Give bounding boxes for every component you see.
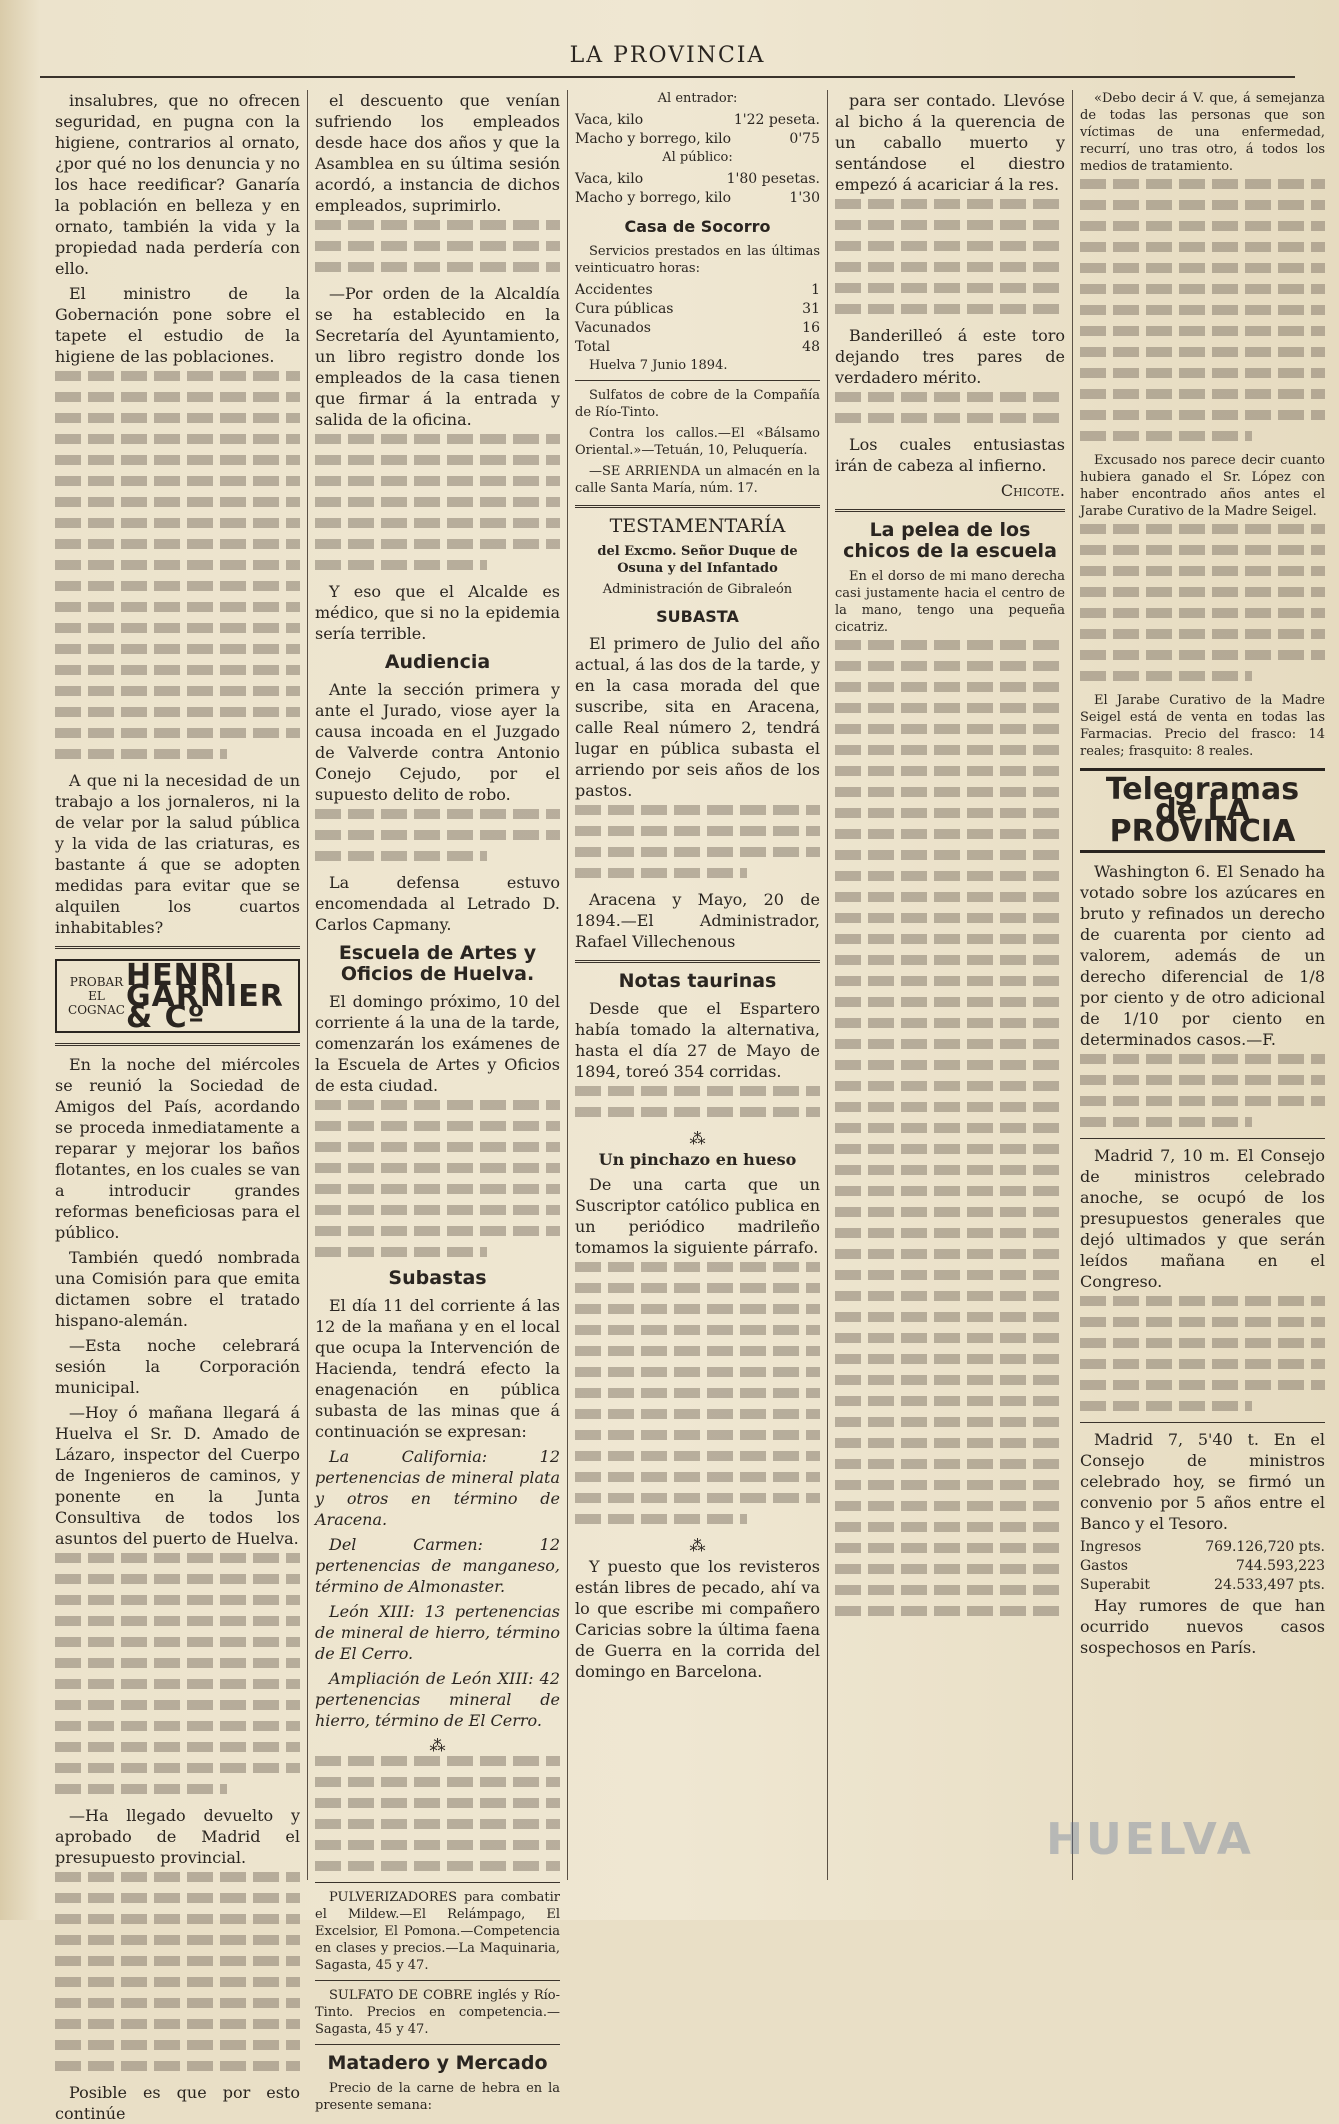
column-3 bbox=[575, 90, 820, 1880]
text-line bbox=[1080, 545, 1325, 555]
text-line bbox=[1080, 1338, 1325, 1348]
text-line bbox=[55, 1998, 300, 2008]
ad-brand: HENRI GARNIER & Cº bbox=[125, 957, 284, 1035]
text-line bbox=[835, 1585, 1065, 1595]
paragraph: insalubres, que no ofrecen seguridad, en pugna con la higiene, contrarios al ornato, ¿por qué no los denuncia y no los hace reedificar? Ganaría la población en belleza y en ornato, también la vida y la propiedad nada perdería con ello. bbox=[55, 91, 300, 278]
service-row bbox=[575, 338, 820, 357]
text-line bbox=[55, 1977, 300, 1987]
text-line bbox=[1080, 1317, 1325, 1327]
mine-listing: León XIII: 13 pertenencias de mineral de hierro, término de El Cerro. bbox=[315, 1602, 560, 1663]
column-5 bbox=[1080, 90, 1325, 1880]
text-line bbox=[835, 1102, 1065, 1112]
text-line bbox=[315, 1840, 560, 1850]
text-line bbox=[55, 1616, 300, 1626]
text-line bbox=[835, 1333, 1065, 1343]
text-line bbox=[55, 1742, 300, 1752]
divider bbox=[575, 960, 820, 963]
text-line bbox=[55, 623, 300, 633]
divider bbox=[1080, 1138, 1325, 1139]
price-label: Vaca, kilo bbox=[575, 171, 644, 187]
text-line bbox=[835, 1081, 1065, 1091]
text-line bbox=[315, 1184, 560, 1194]
text-line bbox=[55, 434, 300, 444]
service-count: 48 bbox=[802, 339, 820, 355]
text-line bbox=[835, 1207, 1065, 1217]
budget-value: 24.533,497 pts. bbox=[1214, 1577, 1325, 1593]
text-line bbox=[55, 497, 300, 507]
text-line bbox=[835, 1039, 1065, 1049]
text-line bbox=[315, 851, 487, 861]
section-heading: SUBASTA bbox=[656, 607, 739, 626]
cognac-ad bbox=[55, 959, 300, 1033]
column-4 bbox=[835, 90, 1065, 1880]
paragraph: Y eso que el Alcalde es médico, que si no la epidemia sería terrible. bbox=[315, 582, 560, 643]
text-line bbox=[835, 1354, 1065, 1364]
text-line bbox=[575, 1451, 820, 1461]
service-count: 31 bbox=[802, 301, 820, 317]
paragraph: También quedó nombrada una Comisión para que emita dictamen sobre el tratado hispano-alemán. bbox=[55, 1248, 300, 1330]
price-label: Vaca, kilo bbox=[575, 112, 644, 128]
text-line bbox=[835, 1144, 1065, 1154]
text-line bbox=[835, 1417, 1065, 1427]
text-line bbox=[1080, 1380, 1325, 1390]
text-line bbox=[575, 1304, 820, 1314]
text-line bbox=[55, 2061, 300, 2071]
telegram: Madrid 7, 5'40 t. En el Consejo de ministros celebrado hoy, se firmó un convenio por 5 años entre el Banco y el Tesoro. bbox=[1080, 1430, 1325, 1533]
text-line bbox=[1080, 524, 1325, 534]
masthead bbox=[40, 36, 1295, 78]
text-line bbox=[1080, 242, 1325, 252]
price-value: 1'30 bbox=[789, 190, 820, 206]
text-line bbox=[1080, 1296, 1325, 1306]
column-rule bbox=[307, 90, 308, 1880]
text-line bbox=[1080, 431, 1252, 441]
text-line bbox=[315, 1861, 560, 1871]
text-line bbox=[835, 1480, 1065, 1490]
text-line bbox=[315, 262, 560, 272]
text-line bbox=[315, 1819, 560, 1829]
text-line bbox=[835, 850, 1065, 860]
section-heading: Notas taurinas bbox=[618, 970, 777, 992]
ad-tagline: PROBAR EL COGNAC bbox=[68, 975, 125, 1017]
paragraph: En el dorso de mi mano derecha casi justamente hacia el centro de la mano, tengo una pequeña cicatriz. bbox=[835, 569, 1065, 635]
service-row bbox=[575, 281, 820, 300]
text-line bbox=[575, 1472, 820, 1482]
text-line bbox=[55, 707, 300, 717]
service-row bbox=[575, 300, 820, 319]
text-line bbox=[1080, 1401, 1252, 1411]
text-line bbox=[1080, 1096, 1325, 1106]
section-heading: Casa de Socorro bbox=[624, 217, 771, 236]
text-line bbox=[1080, 410, 1325, 420]
text-line bbox=[835, 283, 1065, 293]
telegram: Madrid 7, 10 m. El Consejo de ministros celebrado anoche, se ocupó de los presupuestos generales que dejó ultimados y que serán leídos mañana en el Congreso. bbox=[1080, 1146, 1325, 1291]
text-line bbox=[1080, 305, 1325, 315]
text-line bbox=[55, 392, 300, 402]
text-line bbox=[315, 1100, 560, 1110]
text-line bbox=[835, 1375, 1065, 1385]
text-line bbox=[835, 808, 1065, 818]
paragraph: A que ni la necesidad de un trabajo a los jornaleros, ni la de velar por la salud pública y la vida de las criaturas, es bastante á que se adopten medidas para evitar que se alquilen los cuartos inhabitables? bbox=[55, 771, 300, 937]
column-rule bbox=[567, 90, 568, 1880]
text-line bbox=[835, 241, 1065, 251]
text-line bbox=[1080, 284, 1325, 294]
paragraph: —Hoy ó mañana llegará á Huelva el Sr. D. Amado de Lázaro, inspector del Cuerpo de Ingenieros de caminos, y ponente en la Junta Consultiva de todos los asuntos del puerto de Huelva. bbox=[55, 1403, 300, 1548]
divider bbox=[55, 946, 300, 949]
text-line bbox=[55, 413, 300, 423]
text-line bbox=[575, 1367, 820, 1377]
text-line bbox=[315, 1226, 560, 1236]
text-line bbox=[835, 262, 1065, 272]
text-line bbox=[315, 1777, 560, 1787]
price-value: 1'22 peseta. bbox=[733, 112, 820, 128]
paragraph: el descuento que venían sufriendo los empleados desde hace dos años y que la Asamblea en su última sesión acordó, a instancia de dichos empleados, suprimirlo. bbox=[315, 91, 560, 215]
ad-pulverizadores: PULVERIZADORES para combatir el Mildew.—El Relámpago, El Excelsior, El Pomona.—Competencia en clases y precios.—La Maquinaria, Sagasta, 45 y 47. bbox=[315, 1890, 560, 1973]
signature-line: Aracena y Mayo, 20 de 1894.—El Administrador, Rafael Villechenous bbox=[575, 890, 820, 951]
text-line bbox=[835, 1291, 1065, 1301]
subheading: Administración de Gibraleón bbox=[602, 582, 793, 597]
paragraph: La defensa estuvo encomendada al Letrado D. Carlos Capmany. bbox=[315, 873, 560, 934]
text-line bbox=[1080, 1054, 1325, 1064]
budget-value: 769.126,720 pts. bbox=[1205, 1539, 1325, 1555]
paragraph: El ministro de la Gobernación pone sobre el tapete el estudio de la higiene de las poblaciones. bbox=[55, 284, 300, 366]
paragraph: En la noche del miércoles se reunió la Sociedad de Amigos del País, acordando se proceda inmediatamente a reparar y mejorar los baños flotantes, en los cuales se van a introducir grandes reformas beneficiosas para el público. bbox=[55, 1055, 300, 1242]
budget-label: Gastos bbox=[1080, 1558, 1128, 1574]
text-line bbox=[1080, 347, 1325, 357]
paragraph: —Ha llegado devuelto y aprobado de Madrid el presupuesto provincial. bbox=[55, 1806, 300, 1867]
service-label: Cura públicas bbox=[575, 301, 674, 317]
price-row bbox=[575, 111, 820, 130]
newspaper-title: LA PROVINCIA bbox=[569, 43, 766, 68]
paragraph: Desde que el Espartero había tomado la alternativa, hasta el día 27 de Mayo de 1894, toreó 354 corridas. bbox=[575, 999, 820, 1081]
section-heading: Subastas bbox=[388, 1267, 487, 1289]
budget-row bbox=[1080, 1538, 1325, 1557]
text-line bbox=[835, 1543, 1065, 1553]
date-line: Huelva 7 Junio 1894. bbox=[589, 358, 728, 373]
text-line bbox=[835, 955, 1065, 965]
text-line bbox=[1080, 263, 1325, 273]
text-line bbox=[835, 1312, 1065, 1322]
text-line bbox=[315, 1247, 487, 1257]
text-line bbox=[1080, 608, 1325, 618]
text-line bbox=[835, 892, 1065, 902]
text-line bbox=[575, 1409, 820, 1419]
section-heading: La pelea de los chicos de la escuela bbox=[843, 519, 1057, 562]
text-line bbox=[1080, 1359, 1325, 1369]
text-line bbox=[575, 1514, 747, 1524]
text-line bbox=[1080, 221, 1325, 231]
paragraph: —Por orden de la Alcaldía se ha establecido en la Secretaría del Ayuntamiento, un libro registro donde los empleados de la casa tienen que firmar á la entrada y salida de la oficina. bbox=[315, 284, 560, 429]
text-line bbox=[315, 497, 560, 507]
text-line bbox=[55, 1763, 300, 1773]
text-line bbox=[315, 560, 487, 570]
section-heading: TESTAMENTARÍA bbox=[609, 515, 786, 537]
text-line bbox=[55, 1595, 300, 1605]
text-line bbox=[575, 1493, 820, 1503]
text-line bbox=[55, 539, 300, 549]
text-line bbox=[55, 728, 300, 738]
text-line bbox=[835, 304, 1065, 314]
text-line bbox=[1080, 587, 1325, 597]
ad-callos: Contra los callos.—El «Bálsamo Oriental.»—Tetuán, 10, Peluquería. bbox=[575, 426, 820, 458]
text-line bbox=[55, 1553, 300, 1563]
table-heading: Al entrador: bbox=[657, 91, 738, 106]
text-line bbox=[575, 868, 747, 878]
text-line bbox=[575, 1325, 820, 1335]
text-line bbox=[575, 1388, 820, 1398]
ad-sulfatos: Sulfatos de cobre de la Compañía de Río-Tinto. bbox=[575, 388, 820, 420]
text-line bbox=[1080, 200, 1325, 210]
text-line bbox=[55, 1956, 300, 1966]
text-line bbox=[55, 1784, 227, 1794]
asterism: ⁂ bbox=[429, 1736, 446, 1755]
text-line bbox=[575, 1283, 820, 1293]
mine-listing: Ampliación de León XIII: 42 pertenencias mineral de hierro, término de El Cerro. bbox=[315, 1669, 560, 1730]
budget-row bbox=[1080, 1576, 1325, 1595]
service-row bbox=[575, 319, 820, 338]
text-line bbox=[315, 1205, 560, 1215]
text-line bbox=[575, 847, 820, 857]
text-line bbox=[55, 686, 300, 696]
section-heading: Matadero y Mercado bbox=[327, 2052, 548, 2074]
price-value: 0'75 bbox=[789, 131, 820, 147]
paragraph: «Debo decir á V. que, á semejanza de todas las personas que son víctimas de una enfermedad, recurrí, uno tras otro, á todos los medios de tratamiento. bbox=[1080, 91, 1325, 174]
text-line bbox=[835, 1501, 1065, 1511]
divider bbox=[575, 380, 820, 381]
text-line bbox=[55, 602, 300, 612]
text-line bbox=[835, 766, 1065, 776]
text-line bbox=[835, 1123, 1065, 1133]
text-line bbox=[55, 1872, 300, 1882]
signature: Chicote. bbox=[1000, 481, 1065, 500]
subheading: del Excmo. Señor Duque de Osuna y del Infantado bbox=[597, 544, 798, 576]
subheading: Un pinchazo en hueso bbox=[598, 1150, 797, 1169]
text-line bbox=[835, 1564, 1065, 1574]
text-line bbox=[315, 1142, 560, 1152]
service-label: Vacunados bbox=[575, 320, 651, 336]
text-line bbox=[55, 1935, 300, 1945]
text-line bbox=[55, 1700, 300, 1710]
text-line bbox=[835, 1186, 1065, 1196]
text-line bbox=[575, 1430, 820, 1440]
text-line bbox=[55, 1893, 300, 1903]
text-line bbox=[315, 1163, 560, 1173]
service-label: Total bbox=[575, 339, 611, 355]
text-line bbox=[55, 581, 300, 591]
text-line bbox=[835, 913, 1065, 923]
text-line bbox=[835, 220, 1065, 230]
paragraph: Excusado nos parece decir cuanto hubiera ganado el Sr. López con haber encontrado años antes el Jarabe Curativo de la Madre Seigel. bbox=[1080, 453, 1325, 519]
text-line bbox=[835, 1396, 1065, 1406]
paragraph: Los cuales entusiastas irán de cabeza al infierno. bbox=[835, 435, 1065, 475]
divider bbox=[315, 1882, 560, 1883]
section-heading: Telegramas de LA PROVINCIA bbox=[1080, 768, 1325, 853]
section-heading: Audiencia bbox=[384, 651, 491, 673]
text-line bbox=[315, 220, 560, 230]
paragraph: Banderilleó á este toro dejando tres pares de verdadero mérito. bbox=[835, 326, 1065, 387]
text-line bbox=[1080, 566, 1325, 576]
text-line bbox=[315, 1756, 560, 1766]
text-line bbox=[1080, 629, 1325, 639]
text-line bbox=[55, 1679, 300, 1689]
text-line bbox=[835, 976, 1065, 986]
text-line bbox=[55, 665, 300, 675]
paragraph: El Jarabe Curativo de la Madre Seigel está de venta en todas las Farmacias. Precio del frasco: 14 reales; frasquito: 8 reales. bbox=[1080, 693, 1325, 759]
text-line bbox=[1080, 326, 1325, 336]
text-line bbox=[835, 1438, 1065, 1448]
text-line bbox=[315, 809, 560, 819]
budget-label: Superabit bbox=[1080, 1577, 1150, 1593]
paragraph: De una carta que un Suscriptor católico publica en un periódico madrileño tomamos la siguiente párrafo. bbox=[575, 1175, 820, 1257]
price-label: Macho y borrego, kilo bbox=[575, 131, 731, 147]
text-line bbox=[315, 476, 560, 486]
text-line bbox=[835, 413, 1065, 423]
text-line bbox=[835, 661, 1065, 671]
text-line bbox=[835, 1459, 1065, 1469]
table-heading: Al público: bbox=[662, 150, 733, 165]
text-line bbox=[835, 787, 1065, 797]
divider bbox=[55, 1043, 300, 1046]
text-line bbox=[575, 1107, 820, 1117]
text-line bbox=[315, 539, 560, 549]
text-line bbox=[55, 1637, 300, 1647]
text-line bbox=[835, 1165, 1065, 1175]
text-line bbox=[835, 1060, 1065, 1070]
ad-arrienda: —SE ARRIENDA un almacén en la calle Santa María, núm. 17. bbox=[575, 464, 820, 496]
text-line bbox=[575, 1086, 820, 1096]
text-line bbox=[55, 2040, 300, 2050]
asterism: ⁂ bbox=[689, 1536, 706, 1555]
paragraph: Servicios prestados en las últimas veinticuatro horas: bbox=[575, 244, 820, 276]
text-line bbox=[315, 830, 560, 840]
text-line bbox=[1080, 650, 1325, 660]
text-line bbox=[835, 724, 1065, 734]
text-line bbox=[55, 1914, 300, 1924]
divider bbox=[315, 1980, 560, 1981]
text-line bbox=[315, 455, 560, 465]
paragraph: para ser contado. Llevóse al bicho á la querencia de un caballo muerto y sentándose el diestro empezó á acariciar á la res. bbox=[835, 91, 1065, 194]
divider bbox=[315, 2044, 560, 2045]
text-line bbox=[835, 871, 1065, 881]
library-stamp: HUELVA bbox=[1046, 1814, 1254, 1865]
text-line bbox=[835, 199, 1065, 209]
text-line bbox=[55, 1574, 300, 1584]
text-line bbox=[315, 241, 560, 251]
paragraph: Posible es que por esto continúe bbox=[55, 2083, 300, 2123]
telegram: Hay rumores de que han ocurrido nuevos casos sospechosos en París. bbox=[1080, 1596, 1325, 1657]
paragraph: Ante la sección primera y ante el Jurado, viose ayer la causa incoada en el Juzgado de Valverde contra Antonio Conejo Cejudo, por el supuesto delito de robo. bbox=[315, 680, 560, 804]
text-line bbox=[315, 518, 560, 528]
text-line bbox=[835, 1522, 1065, 1532]
service-count: 16 bbox=[802, 320, 820, 336]
text-line bbox=[575, 805, 820, 815]
budget-row bbox=[1080, 1557, 1325, 1576]
service-count: 1 bbox=[811, 282, 820, 298]
paragraph: Y puesto que los revisteros están libres de pecado, ahí va lo que escribe mi compañero Caricias sobre la última faena de Guerra en la corrida del domingo en Barcelona. bbox=[575, 1557, 820, 1681]
divider bbox=[1080, 1422, 1325, 1423]
section-heading: Escuela de Artes y Oficios de Huelva. bbox=[338, 942, 537, 985]
paragraph: —Esta noche celebrará sesión la Corporación municipal. bbox=[55, 1336, 300, 1397]
text-line bbox=[55, 644, 300, 654]
text-line bbox=[315, 1121, 560, 1131]
text-line bbox=[835, 1270, 1065, 1280]
price-label: Macho y borrego, kilo bbox=[575, 190, 731, 206]
text-line bbox=[55, 1658, 300, 1668]
service-label: Accidentes bbox=[575, 282, 653, 298]
text-line bbox=[55, 560, 300, 570]
price-value: 1'80 pesetas. bbox=[726, 171, 820, 187]
paragraph: El día 11 del corriente á las 12 de la mañana y en el local que ocupa la Intervención de Hacienda, tendrá efecto la enagenación en pública subasta de las minas que á continuación se expresan: bbox=[315, 1296, 560, 1441]
column-rule bbox=[1072, 90, 1073, 1880]
ad-sulfato: SULFATO DE COBRE inglés y Río-Tinto. Precios en competencia.—Sagasta, 45 y 47. bbox=[315, 1988, 560, 2037]
price-row bbox=[575, 189, 820, 208]
mine-listing: La California: 12 pertenencias de mineral plata y otros en término de Aracena. bbox=[315, 1447, 560, 1529]
budget-value: 744.593,223 bbox=[1235, 1558, 1325, 1574]
text-line bbox=[1080, 1117, 1252, 1127]
mine-listing: Del Carmen: 12 pertenencias de manganeso, término de Almonaster. bbox=[315, 1535, 560, 1596]
column-rule bbox=[827, 90, 828, 1880]
price-row bbox=[575, 130, 820, 149]
text-line bbox=[1080, 368, 1325, 378]
text-line bbox=[835, 1606, 1065, 1616]
telegram: Washington 6. El Senado ha votado sobre los azúcares en bruto y refinados un derecho de cuarenta por ciento ad valorem, además de un derecho diferencial de 1/8 por ciento y de otro adicional de 1/10 por ciento en determinados casos.—F. bbox=[1080, 862, 1325, 1049]
text-line bbox=[835, 640, 1065, 650]
text-line bbox=[55, 518, 300, 528]
text-line bbox=[575, 1262, 820, 1272]
text-line bbox=[835, 829, 1065, 839]
text-line bbox=[835, 997, 1065, 1007]
text-line bbox=[1080, 179, 1325, 189]
text-line bbox=[1080, 671, 1252, 681]
asterism: ⁂ bbox=[689, 1129, 706, 1148]
text-line bbox=[55, 749, 227, 759]
budget-label: Ingresos bbox=[1080, 1539, 1142, 1555]
text-line bbox=[835, 392, 1065, 402]
text-line bbox=[1080, 389, 1325, 399]
text-line bbox=[835, 1228, 1065, 1238]
divider bbox=[575, 505, 820, 508]
text-line bbox=[835, 703, 1065, 713]
text-line bbox=[315, 1798, 560, 1808]
text-line bbox=[315, 434, 560, 444]
text-line bbox=[835, 1249, 1065, 1259]
text-line bbox=[55, 2019, 300, 2029]
text-line bbox=[1080, 1075, 1325, 1085]
text-line bbox=[835, 745, 1065, 755]
paragraph: El primero de Julio del año actual, á las dos de la tarde, y en la casa morada del que suscribe, sita en Aracena, calle Real número 2, tendrá lugar en pública subasta el arriendo por seis años de los pastos. bbox=[575, 634, 820, 800]
text-line bbox=[55, 1721, 300, 1731]
text-line bbox=[575, 826, 820, 836]
text-line bbox=[55, 371, 300, 381]
column-1 bbox=[55, 90, 300, 2123]
paragraph: Precio de la carne de hebra en la presente semana: bbox=[315, 2081, 560, 2113]
paragraph: El domingo próximo, 10 del corriente á la una de la tarde, comenzarán los exámenes de la Escuela de Artes y Oficios de esta ciudad. bbox=[315, 992, 560, 1095]
text-line bbox=[835, 934, 1065, 944]
price-row bbox=[575, 170, 820, 189]
text-line bbox=[55, 455, 300, 465]
text-line bbox=[55, 476, 300, 486]
divider bbox=[835, 509, 1065, 512]
text-line bbox=[835, 1018, 1065, 1028]
text-line bbox=[835, 682, 1065, 692]
column-2 bbox=[315, 90, 560, 2113]
text-line bbox=[575, 1346, 820, 1356]
